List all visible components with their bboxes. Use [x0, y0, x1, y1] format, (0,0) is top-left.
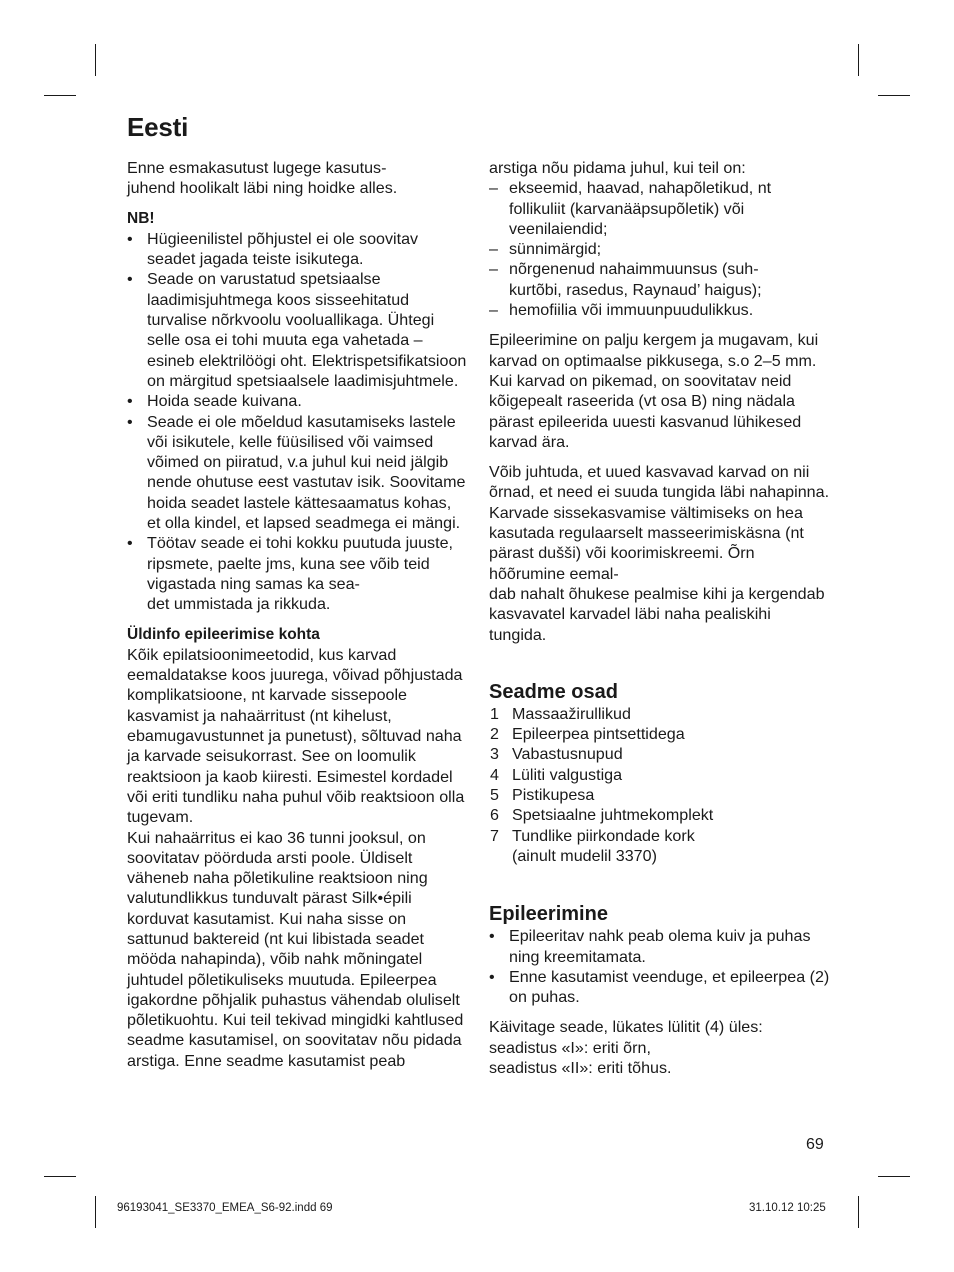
list-item: 7 Tundlike piirkondade kork (ainult mudelil 3370) — [490, 826, 695, 865]
dash-icon: – — [489, 240, 498, 259]
list-item: 4 Lüliti valgustiga — [490, 765, 623, 784]
nb-label: NB! — [127, 209, 155, 227]
general-heading: Üldinfo epileerimise kohta — [127, 625, 320, 643]
crop-mark — [44, 1176, 76, 1177]
crop-mark — [878, 95, 910, 96]
conditions-list — [489, 178, 831, 320]
list-item: 1 Massaažirullikud — [490, 704, 631, 723]
bullet-icon: • — [127, 392, 133, 411]
list-item: 5 Pistikupesa — [490, 786, 595, 805]
list-item: 2 Epileerpea pintsettidega — [490, 725, 685, 744]
epilation-text: Käivitage seade, lükates lülitit (4) üles: seadistus «I»: eriti õrn, seadistus «II»: eriti tõhus. — [489, 1018, 763, 1077]
list-item: • Seade on varustatud spetsiaalse laadimisjuhtmega koos sisseehitatud turvalise nõrkvoolu vooluallikaga. Ühtegi selle osa ei tohi muuta ega vahetada – esineb elektrilöögi oht. Elektrispetsifikatsioon on märgitud spetsiaalsele laadimisjuhtmele. — [127, 270, 467, 390]
nb-list — [127, 229, 469, 615]
crop-mark — [878, 1176, 910, 1177]
list-item: – hemofiilia või immuunpuudulikkus. — [489, 301, 754, 320]
epilation-heading: Epileerimine — [489, 903, 608, 926]
list-item: • Hügieenilistel põhjustel ei ole soovitav seadet jagada teiste isikutega. — [127, 229, 419, 269]
list-item: – ekseemid, haavad, nahapõletikud, nt follikuliit (karvanääpsupõletik) või veenilaiendid; — [489, 179, 772, 238]
epilation-list — [489, 926, 831, 1007]
crop-mark — [858, 44, 859, 76]
dash-icon: – — [489, 301, 498, 320]
footer-date: 31.10.12 10:25 — [749, 1202, 826, 1214]
page-title: Eesti — [127, 112, 189, 142]
paragraph-hair-length: Epileerimine on palju kergem ja mugavam, kui karvad on optimaalse pikkusega, s.o 2–5 mm. Kui karvad on pikemad, on soovitatav neid kõigepealt raseerida (vt osa B) ning nädala pärast epileerida uuesti kasvanud lühikesed karvad ära. — [489, 331, 819, 451]
crop-mark — [44, 95, 76, 96]
crop-mark — [95, 1196, 96, 1228]
bullet-icon: • — [127, 534, 133, 553]
bullet-icon: • — [489, 927, 495, 946]
list-item: • Enne kasutamist veenduge, et epileerpea (2) on puhas. — [489, 967, 830, 1007]
parts-list — [489, 704, 831, 866]
list-item: 6 Spetsiaalne juhtmekomplekt — [490, 806, 714, 825]
right-column — [489, 158, 831, 1078]
list-item: • Epileeritav nahk peab olema kuiv ja puhas ning kreemitamata. — [489, 927, 811, 966]
list-item: – nõrgenenud nahaimmuunsus (suh- kurtõbi, rasedus, Raynaud’ haigus); — [489, 260, 762, 299]
intro-text: Enne esmakasutust lugege kasutus- juhend hoolikalt läbi ning hoidke alles. — [127, 159, 398, 198]
list-item: – sünnimärgid; — [489, 240, 602, 259]
bullet-icon: • — [127, 229, 133, 248]
list-item: 3 Vabastusnupud — [490, 745, 623, 764]
crop-mark — [858, 1196, 859, 1228]
left-column — [127, 158, 469, 1071]
parts-heading: Seadme osad — [489, 680, 618, 703]
general-text: Kõik epilatsioonimeetodid, kus karvad eemaldatakse koos juurega, võivad põhjustada komplikatsioone, nt karvade sissepoole kasvamist ja nahaärritust (nt kihelust, ebamugavustunnet ja punetust), sõltuvad naha ja karvade seisukorrast. See on loomulik reaktsioon ja kaob kiiresti. Esimestel kordadel või eriti tundliku naha puhul võib reaktsioon olla tugevam. Kui nahaärritus ei kao 36 tunni jooksul, on soovitatav pöörduda arsti poole. Üldiselt väheneb naha põletikuline reaktsioon ning valutundlikkus tunduvalt pärast Silk•épili korduvat kasutamist. Kui naha sisse on sattunud baktereid (nt kui libistada seadet mööda nahapinda), võib nahk mõningatel juhtudel põletikuliseks muutuda. Epileerpea igakordne põhjalik puhastus vähendab oluliselt põletikuohtu. Kui teil tekivad mingidki kahtlused seadme kasutamisel, on soovitatav nõu pidada arstiga. Enne seadme kasutamist peab — [127, 645, 465, 1070]
crop-mark — [95, 44, 96, 76]
dash-icon: – — [489, 179, 498, 198]
list-item: • Seade ei ole mõeldud kasutamiseks lastele või isikutele, kelle füüsilised või vaimsed võimed on piiratud, v.a juhul kui neid jälgib nende ohutuse eest vastutav isik. Soovitame hoida seadet lastele kättesaamatus kohas, et olla kindel, et lapsed seadmega ei mängi. — [127, 412, 466, 533]
page-number: 69 — [806, 1136, 824, 1153]
bullet-icon: • — [489, 967, 495, 986]
continuation-text: arstiga nõu pidama juhul, kui teil on: — [489, 159, 746, 177]
list-item: • Töötav seade ei tohi kokku puutuda juuste, ripsmete, paelte jms, kuna see võib teid vigastada ning samas ka sea- det ummistada ja rikkuda. — [127, 534, 453, 614]
bullet-icon: • — [127, 412, 133, 431]
bullet-icon: • — [127, 270, 133, 289]
paragraph-ingrown: Võib juhtuda, et uued kasvavad karvad on nii õrnad, et need ei suuda tungida läbi nahapinna. Karvade sissekasvamise vältimiseks on hea kasutada regulaarselt masseerimiskäsna (nt pärast dušši) või koorimiskreemi. Õrn hõõrumine eemal- dab nahalt õhukese pealmise kihi ja kergendab kasvavatel karvadel läbi naha pealiskihi tungida. — [489, 463, 830, 644]
footer-file: 96193041_SE3370_EMEA_S6-92.indd 69 — [117, 1202, 333, 1214]
list-item: • Hoida seade kuivana. — [127, 392, 302, 411]
dash-icon: – — [489, 260, 498, 279]
